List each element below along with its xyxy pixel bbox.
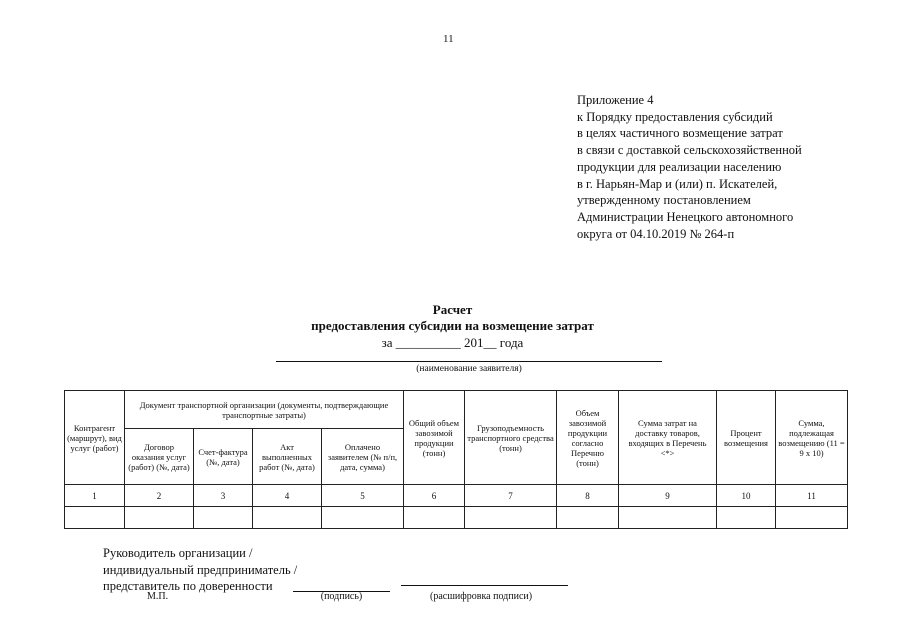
document-title: Расчет <box>432 302 473 317</box>
table-cell <box>619 507 717 529</box>
appendix-line: в г. Нарьян-Мар и (или) п. Искателей, <box>577 176 778 191</box>
appendix-line: в связи с доставкой сельскохозяйственной <box>577 143 802 158</box>
signature-line: представитель по доверенности <box>103 579 273 594</box>
signature-decode-caption: (расшифровка подписи) <box>430 591 533 602</box>
appendix-line: в целях частичного возмещение затрат <box>577 126 783 141</box>
table-cell <box>557 507 619 529</box>
header-reimbursement-sum: Сумма, подлежащая возмещению (11 = 9 x 10) <box>776 391 848 485</box>
column-number: 1 <box>65 485 125 507</box>
appendix-line: Приложение 4 <box>577 93 654 107</box>
header-act: Акт выполненных работ (№, дата) <box>253 429 322 485</box>
calculation-table <box>64 390 848 529</box>
table-cell <box>717 507 776 529</box>
stamp-place-label: М.П. <box>147 591 169 602</box>
column-number: 10 <box>717 485 776 507</box>
applicant-caption: (наименование заявителя) <box>416 364 522 374</box>
period-line: за __________ 201__ года <box>381 335 524 350</box>
signature-line: Руководитель организации / <box>103 546 253 560</box>
table-cell <box>404 507 465 529</box>
signature-line: индивидуальный предприниматель / <box>103 562 298 577</box>
column-number: 3 <box>194 485 253 507</box>
header-reimbursement-percent: Процент возмещения <box>717 391 776 485</box>
table-cell <box>253 507 322 529</box>
appendix-line: к Порядку предоставления субсидий <box>577 109 773 124</box>
applicant-name-line <box>276 361 662 362</box>
header-invoice: Счет-фактура (№, дата) <box>194 429 253 485</box>
column-number: 6 <box>404 485 465 507</box>
header-paid: Оплачено заявителем (№ п/п, дата, сумма) <box>322 429 404 485</box>
header-transport-document: Документ транспортной организации (документы, подтверждающие транспортные затраты) <box>125 391 404 429</box>
table-cell <box>322 507 404 529</box>
document-subtitle: предоставления субсидии на возмещение затрат <box>311 318 594 333</box>
header-contract: Договор оказания услуг (работ) (№, дата) <box>125 429 194 485</box>
signature-caption: (подпись) <box>320 591 363 602</box>
page-number: 11 <box>443 33 454 45</box>
header-delivery-cost: Сумма затрат на доставку товаров, входящих в Перечень <*> <box>619 391 717 485</box>
appendix-block <box>577 92 887 242</box>
column-number: 2 <box>125 485 194 507</box>
signature-decode-underline <box>401 585 568 586</box>
appendix-line: Администрации Ненецкого автономного <box>577 209 794 224</box>
table-cell <box>776 507 848 529</box>
header-counterparty: Контрагент (маршрут), вид услуг (работ) <box>65 391 125 485</box>
appendix-line: утвержденному постановлением <box>577 193 751 208</box>
table-cell <box>465 507 557 529</box>
appendix-line: округа от 04.10.2019 № 264-п <box>577 226 735 241</box>
table-cell <box>65 507 125 529</box>
appendix-line: продукции для реализации населению <box>577 159 782 174</box>
table-cell <box>194 507 253 529</box>
header-capacity: Грузоподъемность транспортного средства (тонн) <box>465 391 557 485</box>
header-list-volume: Объем завозимой продукции согласно Перечню (тонн) <box>557 391 619 485</box>
signature-block <box>103 545 297 595</box>
column-number: 5 <box>322 485 404 507</box>
header-total-volume: Общий объем завозимой продукции (тонн) <box>404 391 465 485</box>
column-number: 11 <box>776 485 848 507</box>
column-number: 7 <box>465 485 557 507</box>
table-cell <box>125 507 194 529</box>
column-number: 9 <box>619 485 717 507</box>
column-number: 8 <box>557 485 619 507</box>
column-number: 4 <box>253 485 322 507</box>
